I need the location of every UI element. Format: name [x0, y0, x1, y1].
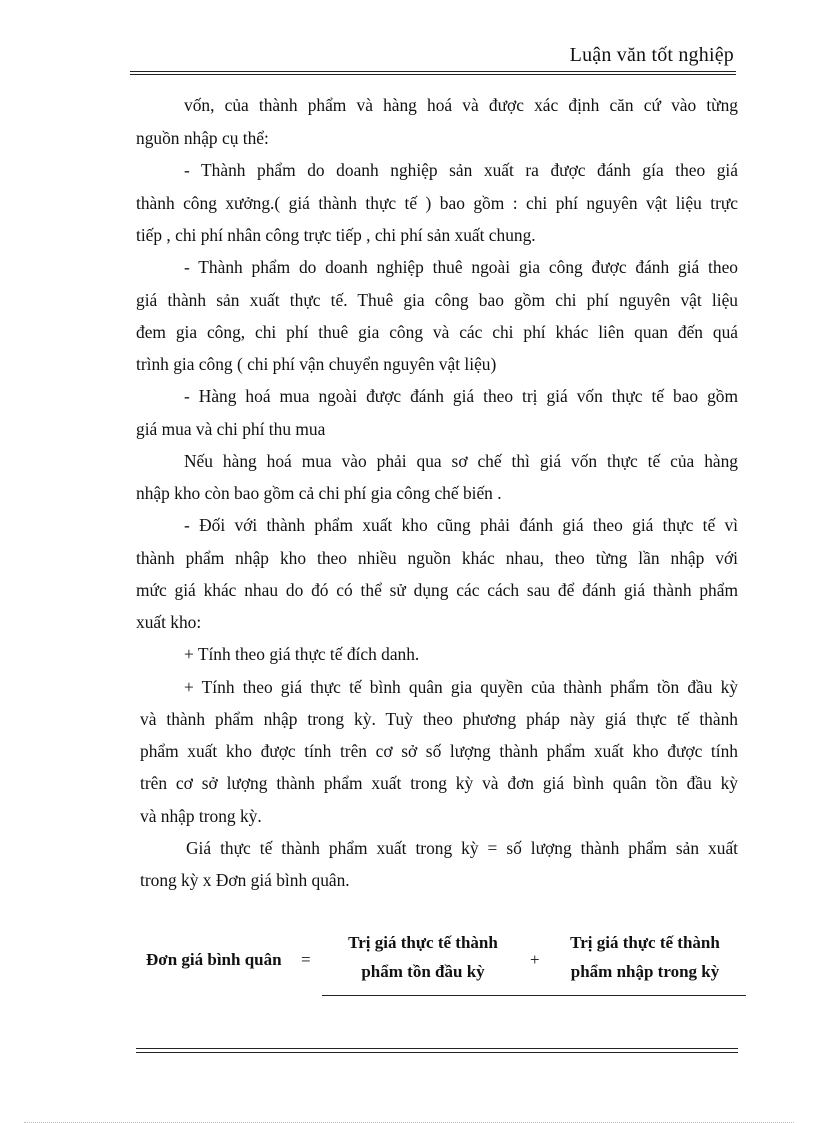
text-line: và nhập trong kỳ. [140, 806, 262, 826]
header-rule-top [130, 71, 736, 72]
text-line: thành công xưởng.( giá thành thực tế ) bao gồm : chi phí nguyên vật liệu trực [136, 193, 738, 213]
text-line: thành phẩm nhập kho theo nhiều nguồn khác nhau, theo từng lần nhập với [136, 548, 738, 568]
text-line: nhập kho còn bao gồm cả chi phí gia công chế biến . [136, 483, 502, 503]
text-line: mức giá khác nhau do đó có thể sử dụng các cách sau để đánh giá thành phẩm [136, 580, 738, 600]
text-line: đem gia công, chi phí thuê gia công và các chi phí khác liên quan đến quá [136, 322, 738, 342]
header-title: Luận văn tốt nghiệp [569, 44, 734, 66]
text-line: trình gia công ( chi phí vận chuyển nguyên vật liệu) [136, 354, 497, 374]
formula-equals-sign: = [301, 950, 311, 969]
text-line: + Tính theo giá thực tế bình quân gia quyền của thành phẩm tồn đầu kỳ [184, 677, 738, 697]
header-rule-bottom [130, 74, 736, 75]
formula-term-received-line2: phẩm nhập trong kỳ [570, 962, 720, 981]
text-line: xuất kho: [136, 612, 202, 632]
fraction-line [322, 995, 746, 996]
text-line: vốn, của thành phẩm và hàng hoá và được xác định căn cứ vào từng [184, 95, 738, 115]
text-line: giá thành sản xuất thực tế. Thuê gia công bao gồm chi phí nguyên vật liệu [136, 290, 738, 310]
formula-term-received [552, 928, 738, 986]
text-line: và thành phẩm nhập trong kỳ. Tuỳ theo phương pháp này giá thực tế thành [140, 709, 738, 729]
text-line: tiếp , chi phí nhân công trực tiếp , chi phí sản xuất chung. [136, 225, 536, 245]
text-line: giá mua và chi phí thu mua [136, 419, 326, 439]
text-line: trong kỳ x Đơn giá bình quân. [140, 870, 350, 890]
text-line: trên cơ sở lượng thành phẩm xuất trong kỳ và đơn giá bình quân tồn đầu kỳ [140, 773, 738, 793]
text-line: phẩm xuất kho được tính trên cơ sở số lượng thành phẩm xuất kho được tính [140, 741, 738, 761]
footer-rule-top [136, 1048, 738, 1049]
text-line: + Tính theo giá thực tế đích danh. [184, 644, 420, 664]
text-line: - Thành phẩm do doanh nghiệp sản xuất ra được đánh gía theo giá [184, 160, 738, 180]
text-line: - Hàng hoá mua ngoài được đánh giá theo trị giá vốn thực tế bao gồm [184, 386, 738, 406]
formula-term-opening-line1: Trị giá thực tế thành [348, 933, 498, 952]
text-line: nguồn nhập cụ thể: [136, 128, 269, 148]
formula-plus-sign: + [530, 950, 540, 969]
text-line: Nếu hàng hoá mua vào phải qua sơ chế thì giá vốn thực tế của hàng [184, 451, 738, 471]
formula-term-opening-line2: phẩm tồn đầu kỳ [361, 962, 485, 981]
formula-label: Đơn giá bình quân [146, 950, 282, 969]
formula-term-opening [330, 928, 516, 986]
text-line: - Đối với thành phẩm xuất kho cũng phải đánh giá theo giá thực tế vì [184, 515, 738, 535]
text-line: - Thành phẩm do doanh nghiệp thuê ngoài gia công được đánh giá theo [184, 257, 738, 277]
text-line: Giá thực tế thành phẩm xuất trong kỳ = số lượng thành phẩm sản xuất [186, 838, 738, 858]
footer-rule-bottom [136, 1052, 738, 1053]
formula-term-received-line1: Trị giá thực tế thành [570, 933, 720, 952]
